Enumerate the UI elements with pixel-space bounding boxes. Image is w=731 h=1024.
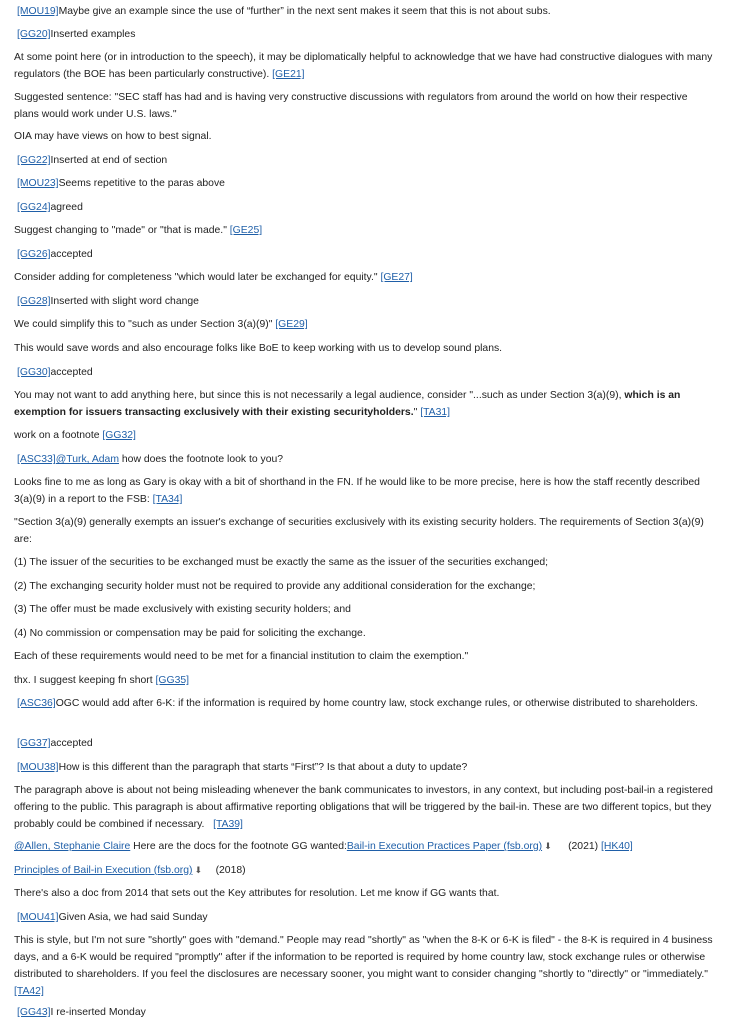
comment-ref-link[interactable]: [GG35] [155, 675, 190, 686]
comment-ref-link[interactable]: [GG28] [17, 296, 51, 307]
comment-gg37 [17, 735, 717, 752]
comment-key-attributes [14, 885, 714, 902]
comment-gg22 [17, 152, 717, 169]
requirement-3 [14, 601, 714, 618]
comment-text: Consider adding for completeness "which would later be exchanged for equity." [14, 272, 378, 283]
comment-ref-link[interactable]: [MOU41] [17, 912, 59, 923]
comment-text: OIA may have views on how to best signal. [14, 131, 212, 142]
comment-ref-link[interactable]: [GG24] [17, 202, 51, 213]
comment-ref-link[interactable]: [TA42] [14, 986, 44, 997]
quote-section-3a9 [14, 514, 714, 548]
comment-text: "Section 3(a)(9) generally exempts an issuer's exchange of securities exclusively with its existing security holders. The requirements of Section 3(a)(9) are: [14, 517, 704, 545]
comment-gg20 [17, 26, 717, 43]
mention-link[interactable]: @Turk, Adam [55, 454, 119, 465]
comment-text: thx. I suggest keeping fn short [14, 675, 153, 686]
comment-gg28 [17, 293, 717, 310]
comment-text: (1) The issuer of the securities to be exchanged must be exactly the same as the issuer of the securities exchanged; [14, 557, 549, 568]
comment-text: This would save words and also encourage folks like BoE to keep working with us to develop sound plans. [14, 343, 503, 354]
comment-ref-link[interactable]: [GG26] [17, 249, 51, 260]
comment-ref-link[interactable]: [MOU23] [17, 178, 59, 189]
comment-gg26 [17, 246, 717, 263]
comment-ref-link[interactable]: [GE21] [272, 69, 305, 80]
comment-ref-link[interactable]: [TA31] [420, 407, 451, 418]
comment-ta42 [14, 932, 714, 1000]
comment-gg24 [17, 199, 717, 216]
comment-ref-link[interactable]: [GG20] [17, 29, 51, 40]
mention-link[interactable]: @Allen, Stephanie Claire [14, 841, 131, 852]
comment-text: This is style, but I'm not sure "shortly" goes with "demand." People may read "shortly" as "when the 8-K or 6-K is filed" - the 8-K is required in 4 business days, and a 6-K would be required "promptly" after if the information to be reported is required by home country law, stock exchange rules or otherwise distributed to shareholders. If you feel the disclosures are necessary sooner, you might want to consider changing "shortly to "directly" or "immediately." [14, 935, 713, 980]
comment-text: Here are the docs for the footnote GG wanted: [130, 841, 347, 852]
comment-ref-link[interactable]: [GE27] [380, 272, 413, 283]
comment-text: At some point here (or in introduction to the speech), it may be diplomatically helpful to acknowledge that we have had constructive dialogues with many regulators (the BOE has been particularly constructive). [14, 52, 713, 80]
comment-ref-link[interactable]: [GG32] [102, 430, 136, 441]
comment-text: We could simplify this to "such as under Section 3(a)(9)" [14, 319, 273, 330]
comment-ge25 [14, 222, 714, 239]
comment-asc33 [17, 451, 717, 468]
comment-ref-link[interactable]: [GG37] [17, 738, 51, 749]
comment-ref-link[interactable]: [MOU38] [17, 762, 59, 773]
comment-text: Inserted at end of section [50, 155, 168, 166]
comment-text: agreed [50, 202, 83, 213]
comment-ref-link[interactable]: [GE29] [275, 319, 308, 330]
comment-text: accepted [50, 249, 93, 260]
comment-text: accepted [50, 367, 93, 378]
comment-ge21 [14, 49, 714, 83]
comment-text: The paragraph above is about not being misleading whenever the bank communicates to investors, in any context, but including post-bail-in a registered offering to the public. This paragraph is about affirmative reporting obligations that will be triggered by the bail-in. These are two different topics, but they probably could be combined if necessary. [14, 785, 713, 830]
doc-year: (2018) [215, 865, 246, 876]
comment-ref-link[interactable]: [GG43] [17, 1007, 51, 1018]
comment-text: how does the footnote look to you? [119, 454, 284, 465]
comment-ref-link[interactable]: [HK40] [601, 841, 633, 852]
comment-text: OGC would add after 6-K: if the information is required by home country law, stock exchange rules, or otherwise distributed to shareholders. [55, 698, 698, 709]
comment-ta39 [14, 782, 714, 833]
quote-closing [14, 648, 714, 665]
comment-ref-link[interactable]: [GG30] [17, 367, 51, 378]
comment-suggested-sentence [14, 89, 714, 123]
comment-text: I re-inserted Monday [50, 1007, 146, 1018]
comment-text: How is this different than the paragraph that starts “First”? Is that about a duty to update? [58, 762, 468, 773]
comment-text: work on a footnote [14, 430, 100, 441]
doc-link-bail-in-execution-practices[interactable]: Bail-in Execution Practices Paper (fsb.org) [346, 841, 543, 852]
doc-link-principles-bail-in-execution[interactable]: Principles of Bail-in Execution (fsb.org) [14, 865, 193, 876]
doc-year: (2021) [568, 841, 599, 852]
comment-ref-link[interactable]: [ASC36] [17, 698, 56, 709]
comment-text: Inserted with slight word change [50, 296, 199, 307]
comment-text-end: " [413, 407, 418, 418]
comment-text: There's also a doc from 2014 that sets out the Key attributes for resolution. Let me know if GG wants that. [14, 888, 500, 899]
comment-hk40 [14, 838, 714, 855]
comment-text: Suggest changing to "made" or "that is made." [14, 225, 227, 236]
comment-text: Given Asia, we had said Sunday [58, 912, 208, 923]
requirement-2 [14, 578, 714, 595]
comment-ge29 [14, 316, 714, 333]
comment-ref-link[interactable]: [TA39] [213, 819, 243, 830]
comment-ta31 [14, 387, 714, 421]
comment-text: Inserted examples [50, 29, 136, 40]
doc-link-row [14, 862, 714, 879]
comment-gg35 [14, 672, 714, 689]
download-icon[interactable]: ⬇ [194, 865, 202, 875]
comment-save-words [14, 340, 714, 357]
comment-mou38 [17, 759, 717, 776]
comment-text: Seems repetitive to the paras above [58, 178, 225, 189]
comment-text: (3) The offer must be made exclusively with existing security holders; and [14, 604, 351, 615]
comment-mou19 [17, 3, 717, 20]
download-icon[interactable]: ⬇ [544, 841, 552, 851]
comment-text: Suggested sentence: "SEC staff has had and is having very constructive discussions with regulators from around the world on how their respective plans would work under U.S. laws." [14, 92, 688, 120]
comment-gg32 [14, 427, 714, 444]
comment-text: accepted [50, 738, 93, 749]
comment-text: Looks fine to me as long as Gary is okay with a bit of shorthand in the FN. If he would like to be more precise, here is how the staff recently described 3(a)(9) in a report to the FSB: [14, 477, 700, 505]
comment-text: (2) The exchanging security holder must not be required to provide any additional consideration for the exchange; [14, 581, 536, 592]
comment-ref-link[interactable]: [MOU19] [17, 6, 59, 17]
comment-ref-link[interactable]: [ASC33] [17, 454, 56, 465]
comment-ref-link[interactable]: [TA34] [152, 494, 183, 505]
comment-bold-text: which is an exemption for issuers transacting exclusively with their existing securityholders. [14, 390, 681, 418]
comment-oia [14, 128, 714, 145]
comment-gg43 [17, 1004, 717, 1021]
comment-mou41 [17, 909, 717, 926]
requirement-4 [14, 625, 714, 642]
comment-text: Maybe give an example since the use of “further” in the next sent makes it seem that this is not about subs. [58, 6, 551, 17]
comment-ref-link[interactable]: [GE25] [229, 225, 263, 236]
comment-text: Each of these requirements would need to be met for a financial institution to claim the exemption." [14, 651, 469, 662]
comment-mou23 [17, 175, 717, 192]
comment-ta34 [14, 474, 714, 508]
comment-ref-link[interactable]: [GG22] [17, 155, 51, 166]
comment-ge27 [14, 269, 714, 286]
comment-text: (4) No commission or compensation may be paid for soliciting the exchange. [14, 628, 366, 639]
comment-text: You may not want to add anything here, but since this is not necessarily a legal audience, consider "...such as under Section 3(a)(9), [14, 390, 625, 401]
comment-gg30 [17, 364, 717, 381]
comment-asc36 [17, 695, 717, 712]
requirement-1 [14, 554, 714, 571]
